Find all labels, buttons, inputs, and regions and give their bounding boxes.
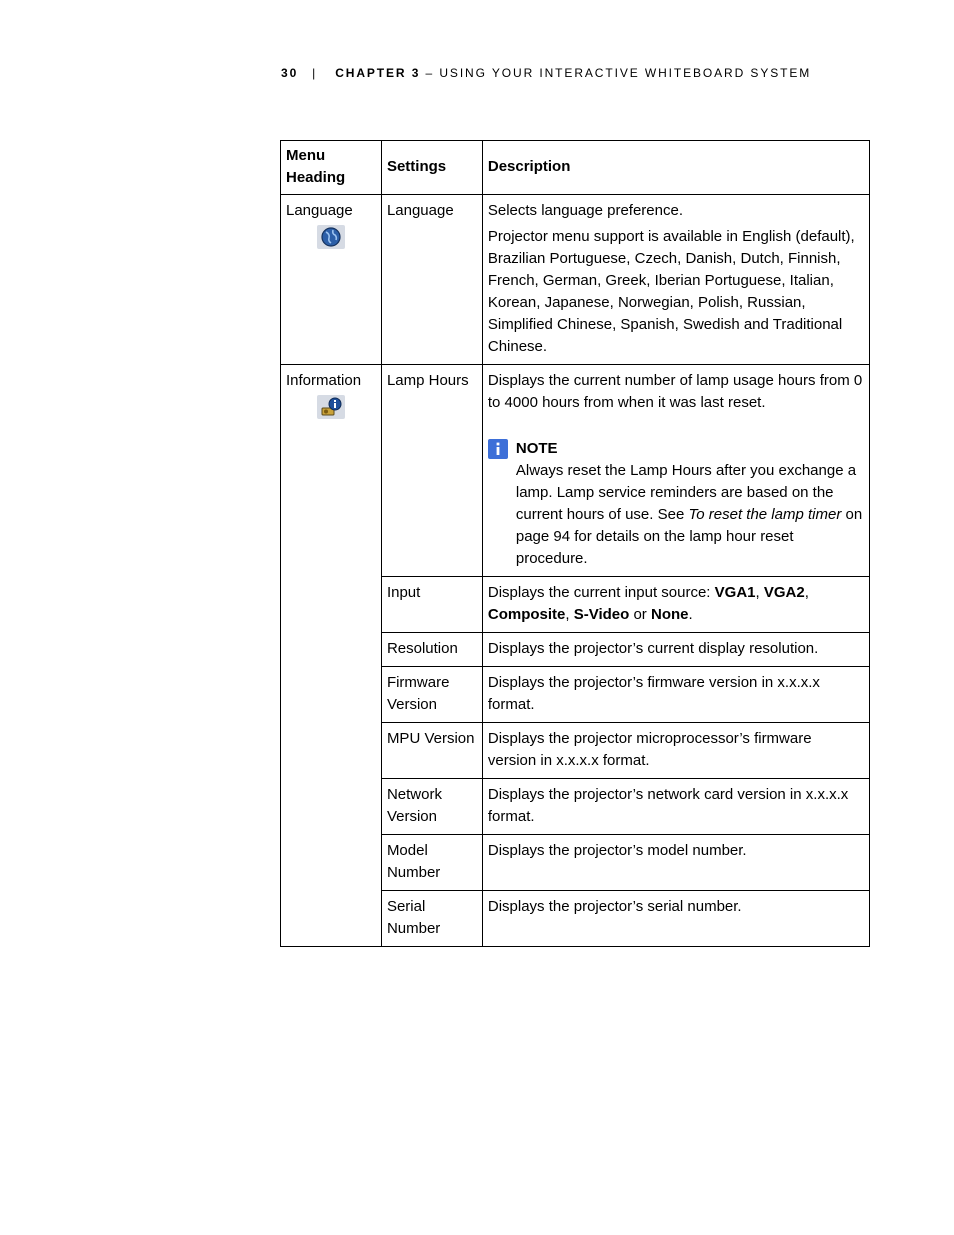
setting-language: Language	[381, 195, 482, 365]
setting-mpu-version: MPU Version	[381, 723, 482, 779]
setting-input: Input	[381, 577, 482, 633]
header-settings: Settings	[381, 141, 482, 195]
setting-firmware-version: Firmware Version	[381, 667, 482, 723]
settings-table	[280, 140, 870, 947]
description-firmware-version: Displays the projector’s firmware version in x.x.x.x format.	[482, 667, 869, 723]
setting-resolution: Resolution	[381, 633, 482, 667]
setting-model-number: Model Number	[381, 835, 482, 891]
note-text: Always reset the Lamp Hours after you exchange a lamp. Lamp service reminders are based on the current hours of use. See To reset the lamp timer on page 94 for details on the lamp hour reset procedure.	[515, 462, 863, 567]
info-note-icon	[488, 439, 508, 459]
header-description: Description	[482, 141, 869, 195]
header-menu-heading: Menu Heading	[281, 141, 382, 195]
globe-icon	[317, 225, 345, 249]
setting-serial-number: Serial Number	[381, 891, 482, 947]
description-lamp-hours	[482, 365, 869, 577]
menu-heading-information: Information	[286, 372, 362, 389]
description-model-number: Displays the projector’s model number.	[482, 835, 869, 891]
header-separator: |	[312, 66, 318, 80]
setting-network-version: Network Version	[381, 779, 482, 835]
description-serial-number: Displays the projector’s serial number.	[482, 891, 869, 947]
description-language	[482, 195, 869, 365]
description-text: Displays the current number of lamp usage hours from 0 to 4000 hours from when it was last reset.	[487, 372, 863, 411]
description-text: Selects language preference.	[487, 202, 683, 219]
description-network-version: Displays the projector’s network card version in x.x.x.x format.	[482, 779, 869, 835]
information-icon	[317, 395, 345, 419]
chapter-label: CHAPTER 3	[335, 66, 421, 80]
table-row	[281, 365, 870, 577]
table-header-row	[281, 141, 870, 195]
menu-cell-language	[281, 195, 382, 365]
table-row	[281, 195, 870, 365]
description-resolution: Displays the projector’s current display resolution.	[482, 633, 869, 667]
note-block	[488, 438, 864, 570]
page-number: 30	[281, 66, 299, 80]
description-mpu-version: Displays the projector microprocessor’s firmware version in x.x.x.x format.	[482, 723, 869, 779]
menu-cell-information	[281, 365, 382, 947]
cross-reference-link: To reset the lamp timer	[688, 506, 842, 523]
description-text: Projector menu support is available in English (default), Brazilian Portuguese, Czech, Danish, Dutch, Finnish, French, German, Greek, Iberian Portuguese, Italian, Korean, Japanese, Norwegian, Polish, Russian, Simplified Chinese, Spanish, Swedish and Traditional Chinese.	[487, 228, 855, 355]
setting-lamp-hours: Lamp Hours	[381, 365, 482, 577]
description-input: Displays the current input source: VGA1, VGA2, Composite, S-Video or None.	[482, 577, 869, 633]
note-title: NOTE	[515, 440, 558, 457]
running-header	[281, 66, 811, 80]
menu-heading-language: Language	[286, 202, 353, 219]
chapter-title: – USING YOUR INTERACTIVE WHITEBOARD SYSTEM	[420, 66, 812, 80]
